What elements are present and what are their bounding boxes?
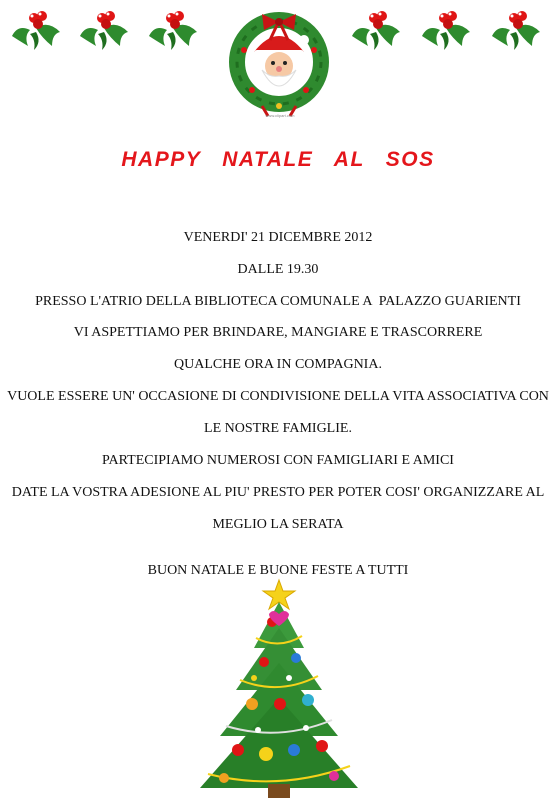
event-location: PRESSO L'ATRIO DELLA BIBLIOTECA COMUNALE A PALAZZO GUARIENTI bbox=[35, 294, 521, 309]
body-line: PARTECIPIAMO NUMEROSI CON FAMIGLIARI E AMICI bbox=[102, 453, 454, 468]
christmas-tree-icon bbox=[194, 578, 364, 800]
body-line: QUALCHE ORA IN COMPAGNIA. bbox=[174, 357, 382, 372]
event-time: DALLE 19.30 bbox=[237, 262, 319, 277]
holly-icon bbox=[8, 6, 66, 52]
santa-wreath-icon bbox=[224, 10, 334, 118]
body-line: LE NOSTRE FAMIGLIE. bbox=[204, 421, 352, 436]
holly-icon bbox=[145, 6, 203, 52]
holly-icon bbox=[76, 6, 134, 52]
page-title: HAPPY NATALE AL SOS bbox=[121, 148, 435, 171]
closing-greeting: BUON NATALE E BUONE FESTE A TUTTI bbox=[147, 563, 409, 578]
body-line: DATE LA VOSTRA ADESIONE AL PIU' PRESTO PER POTER COSI' ORGANIZZARE AL bbox=[11, 485, 545, 500]
holly-icon bbox=[418, 6, 476, 52]
event-date: VENERDI' 21 DICEMBRE 2012 bbox=[183, 230, 373, 245]
holly-icon bbox=[488, 6, 546, 52]
body-line: VI ASPETTIAMO PER BRINDARE, MANGIARE E TRASCORRERE bbox=[73, 325, 483, 340]
body-line: MEGLIO LA SERATA bbox=[212, 517, 344, 532]
wreath-caption: www.clipart.com bbox=[265, 113, 295, 118]
holly-icon bbox=[348, 6, 406, 52]
body-line: VUOLE ESSERE UN' OCCASIONE DI CONDIVISIONE DELLA VITA ASSOCIATIVA CON bbox=[7, 389, 549, 404]
